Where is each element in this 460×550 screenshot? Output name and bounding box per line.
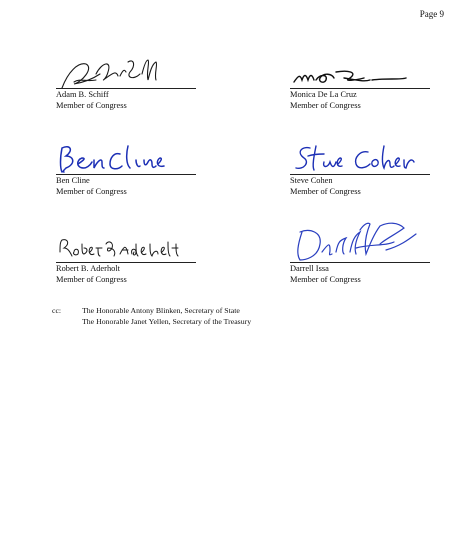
cc-label: cc: bbox=[52, 306, 62, 315]
signature-block-cline bbox=[56, 138, 196, 198]
cc-recipient: The Honorable Janet Yellen, Secretary of the Treasury bbox=[82, 316, 252, 326]
signature-block-cohen bbox=[290, 138, 430, 198]
signatory-title: Member of Congress bbox=[56, 187, 127, 196]
signature-block-aderholt bbox=[56, 226, 196, 286]
signatory-name: Ben Cline bbox=[56, 176, 90, 185]
signatory-name: Adam B. Schiff bbox=[56, 90, 109, 99]
signature-block-schiff bbox=[56, 52, 196, 112]
signatory-title: Member of Congress bbox=[290, 275, 361, 284]
signatory-title: Member of Congress bbox=[56, 275, 127, 284]
signatory-name: Monica De La Cruz bbox=[290, 90, 357, 99]
cc-recipient-list bbox=[82, 306, 251, 327]
signature-block-de-la-cruz bbox=[290, 52, 430, 112]
signatory-name: Robert B. Aderholt bbox=[56, 264, 120, 273]
signatory-title: Member of Congress bbox=[290, 187, 361, 196]
cc-recipient: The Honorable Antony Blinken, Secretary of State bbox=[82, 306, 240, 315]
signatory-title: Member of Congress bbox=[56, 101, 127, 110]
signature-block-issa bbox=[290, 226, 430, 286]
page-number: Page 9 bbox=[419, 9, 444, 19]
signatory-name: Steve Cohen bbox=[290, 176, 333, 185]
signatory-title: Member of Congress bbox=[290, 101, 361, 110]
signatory-name: Darrell Issa bbox=[290, 264, 329, 273]
